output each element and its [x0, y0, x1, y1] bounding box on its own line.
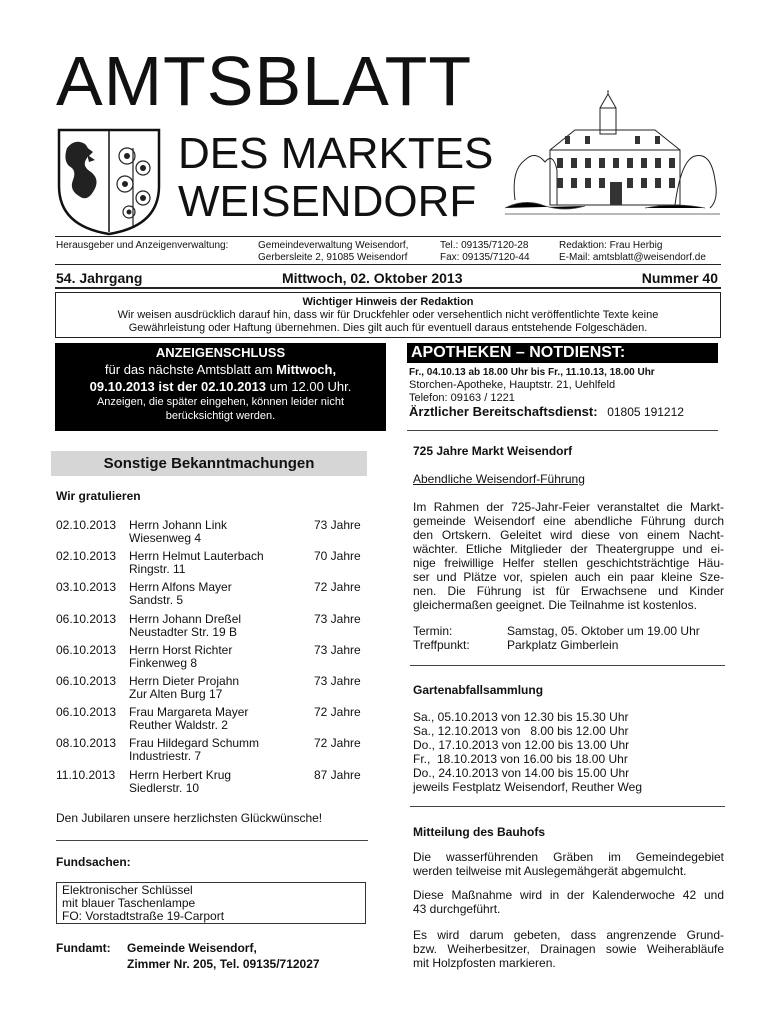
text-line: bzw. Weiherbesitzer, Drainagen sowie Weiherabläufe [413, 942, 724, 956]
birthday-name: Herrn Johann Link [129, 518, 228, 532]
divider [410, 665, 725, 666]
text-line: jeweils Festplatz Weisendorf, Reuther Weg [413, 780, 642, 794]
garden-schedule [413, 710, 642, 794]
birthday-date: 06.10.2013 [56, 642, 117, 657]
coat-of-arms-icon [55, 128, 163, 236]
bauhof-paragraph [413, 888, 724, 916]
issue-volume: 54. Jahrgang [56, 270, 143, 286]
birthday-row [56, 769, 366, 797]
text-line: Diese Maßnahme wird in der Kalenderwoche 42 und [413, 888, 724, 902]
text-line: Im Rahmen der 725-Jahr-Feier veranstaltet die Markt- [413, 500, 724, 514]
bauhof-paragraph [413, 928, 724, 970]
masthead-line2: DES MARKTES [178, 129, 494, 178]
anniversary-text [413, 500, 724, 612]
birthday-street: Neustadter Str. 19 B [129, 624, 238, 639]
birthday-name: Herrn Johann Dreßel [129, 611, 242, 626]
birthday-name: Herrn Helmut Lauterbach [129, 549, 264, 564]
meeting-point-label: Treffpunkt: [413, 638, 470, 652]
text-line: mit Holzpfosten markieren. [413, 956, 556, 970]
deadline-dates: 09.10.2013 ist der 02.10.2013 [89, 379, 267, 394]
birthday-age: 73 Jahre [314, 518, 361, 532]
divider [56, 840, 368, 841]
doctor-number: 01805 191212 [607, 405, 684, 419]
birthday-age: 73 Jahre [314, 611, 361, 626]
deadline-day: Mittwoch, [276, 362, 337, 377]
deadline-title: ANZEIGENSCHLUSS [155, 345, 286, 360]
text-line: Es wird darum gebeten, dass angrenzende Grund- [413, 928, 724, 942]
birthday-name: Herrn Alfons Mayer [129, 580, 232, 595]
lost-office-label: Fundamt: [56, 941, 111, 955]
birthday-street: Sandstr. 5 [129, 593, 184, 608]
lost-office-line: Gemeinde Weisendorf, [127, 941, 257, 955]
birthday-date: 03.10.2013 [56, 580, 117, 595]
birthday-street: Reuther Waldstr. 2 [129, 718, 228, 733]
deadline-text: für das nächste Amtsblatt am [104, 362, 277, 377]
pharmacy-name: Storchen-Apotheke, Hauptstr. 21, Uehlfeld [409, 379, 616, 391]
birthday-name: Herrn Horst Richter [129, 642, 233, 657]
bauhof-paragraph [413, 850, 724, 878]
castle-illustration-icon [505, 90, 720, 220]
header-rule-3 [55, 287, 721, 289]
birthday-age: 87 Jahre [314, 767, 361, 782]
found-title: Fundsachen: [56, 855, 131, 869]
text-line: 43 durchgeführt. [413, 902, 501, 916]
deadline-note: berücksichtigt werden. [165, 410, 276, 422]
birthday-date: 11.10.2013 [56, 767, 116, 782]
text-line: gemeinde Weisendorf eine abendliche Führung durch [413, 514, 724, 528]
text-line: Fr., 18.10.2013 von 16.00 bis 18.00 Uhr [413, 752, 628, 766]
pharmacy-phone: Telefon: 09163 / 1221 [409, 392, 515, 404]
birthday-age: 72 Jahre [314, 580, 361, 595]
publisher-address: Gerbersleite 2, 91085 Weisendorf [258, 252, 408, 263]
birthday-row [56, 737, 366, 765]
publisher-label: Herausgeber und Anzeigenverwaltung: [56, 240, 229, 251]
congrats-closing: Den Jubilaren unsere herzlichsten Glückwünsche! [56, 811, 323, 825]
found-line: FO: Vorstadtstraße 19-Carport [62, 909, 225, 923]
birthday-date: 02.10.2013 [56, 518, 117, 532]
birthday-age: 72 Jahre [314, 705, 361, 720]
divider [410, 806, 725, 807]
birthday-name: Frau Hildegard Schumm [129, 736, 260, 751]
birthday-row [56, 644, 366, 672]
ad-deadline-box [55, 343, 386, 431]
birthday-date: 06.10.2013 [56, 674, 117, 688]
termin-value: Samstag, 05. Oktober um 19.00 Uhr [507, 624, 700, 638]
birthday-name: Herrn Dieter Projahn [129, 674, 240, 688]
birthday-name: Herrn Herbert Krug [129, 767, 232, 782]
birthday-street: Ringstr. 11 [129, 562, 186, 577]
doctor-service [409, 404, 684, 419]
birthday-row [56, 519, 366, 547]
birthday-age: 72 Jahre [314, 736, 361, 751]
text-line: Sa., 05.10.2013 von 12.30 bis 15.30 Uhr [413, 710, 629, 724]
birthday-age: 73 Jahre [314, 674, 361, 688]
divider [407, 430, 718, 431]
text-line: Do., 17.10.2013 von 12.00 bis 13.00 Uhr [413, 738, 630, 752]
found-line: mit blauer Taschenlampe [62, 896, 196, 910]
phone: Tel.: 09135/7120-28 [440, 240, 529, 251]
birthday-street: Industriestr. 7 [129, 749, 202, 764]
lost-office-line: Zimmer Nr. 205, Tel. 09135/712027 [127, 957, 320, 971]
meeting-point-value: Parkplatz Gimberlein [507, 638, 619, 652]
text-line: gleichermaßen geeignet. Die Teilnahme ist kostenlos. [413, 598, 697, 612]
text-line: Die wasserführenden Gräben im Gemeindegebiet [413, 850, 724, 864]
birthday-name: Frau Margareta Mayer [129, 705, 249, 720]
publisher-name: Gemeindeverwaltung Weisendorf, [258, 240, 409, 251]
congrats-title: Wir gratulieren [56, 489, 141, 503]
header-rule [55, 236, 721, 237]
birthday-date: 06.10.2013 [56, 611, 117, 626]
section-title: Sonstige Bekanntmachungen [51, 451, 367, 476]
deadline-note: Anzeigen, die später eingehen, können leider nicht [96, 396, 345, 408]
birthday-age: 70 Jahre [314, 549, 361, 564]
text-line: Sa., 12.10.2013 von 8.00 bis 12.00 Uhr [413, 724, 629, 738]
editorial-notice [55, 292, 721, 338]
birthday-date: 06.10.2013 [56, 705, 117, 720]
birthday-row [56, 613, 366, 641]
fax: Fax: 09135/7120-44 [440, 252, 530, 263]
birthday-row [56, 581, 366, 609]
found-line: Elektronischer Schlüssel [62, 883, 193, 897]
text-line: werden teilweise mit Auslegemähgerät abgemulcht. [413, 864, 687, 878]
birthday-date: 02.10.2013 [56, 549, 117, 564]
bauhof-title: Mitteilung des Bauhofs [413, 825, 545, 839]
birthday-row [56, 550, 366, 578]
issue-number: Nummer 40 [641, 270, 718, 286]
birthday-row [56, 706, 366, 734]
text-line: den Ortskern. Geleitet wird diese von einem Nacht- [413, 528, 724, 542]
notice-line: Gewährleistung oder Haftung übernehmen. Dies gilt auch für eventuell daraus entstehende Folgeschäden. [128, 322, 648, 334]
pharmacy-period: Fr., 04.10.13 ab 18.00 Uhr bis Fr., 11.10.13, 18.00 Uhr [409, 367, 655, 378]
masthead-title: AMTSBLATT [56, 42, 473, 120]
garden-title: Gartenabfallsammlung [413, 683, 544, 697]
anniversary-subtitle: Abendliche Weisendorf-Führung [413, 472, 585, 486]
masthead-line3: WEISENDORF [178, 177, 477, 226]
birthday-street: Zur Alten Burg 17 [129, 687, 223, 701]
notice-line: Wir weisen ausdrücklich darauf hin, dass wir für Druckfehler oder versehentlich nicht veröffentlichte Texte keine [117, 309, 659, 321]
header-rule-2 [55, 264, 721, 265]
text-line: nen. Die Führung ist für Erwachsene und Kinder [413, 584, 724, 598]
notice-title: Wichtiger Hinweis der Redaktion [302, 296, 474, 308]
pharmacy-title: APOTHEKEN – NOTDIENST: [407, 343, 718, 363]
birthday-age: 73 Jahre [314, 642, 361, 657]
text-line: nige freiwillige Helfer stellen geschichtsträchtige Häu- [413, 556, 724, 570]
text-line: Do., 24.10.2013 von 14.00 bis 15.00 Uhr [413, 766, 630, 780]
deadline-time: um 12.00 Uhr. [266, 379, 352, 394]
birthday-date: 08.10.2013 [56, 736, 117, 751]
found-item-box [56, 882, 366, 924]
anniversary-title: 725 Jahre Markt Weisendorf [413, 444, 573, 458]
birthday-street: Wiesenweg 4 [129, 531, 202, 545]
termin-label: Termin: [413, 624, 453, 638]
birthday-row [56, 675, 366, 703]
text-line: ser und Plätze vor, spielen auch ein paar kleine Sze- [413, 570, 724, 584]
doctor-label: Ärztlicher Bereitschaftsdienst: [409, 404, 598, 419]
birthday-street: Finkenweg 8 [129, 655, 198, 670]
issue-date: Mittwoch, 02. Oktober 2013 [282, 270, 463, 286]
email: E-Mail: amtsblatt@weisendorf.de [559, 252, 706, 263]
text-line: wächter. Etliche Mitglieder der Theatergruppe und ei- [413, 542, 724, 556]
editor: Redaktion: Frau Herbig [559, 240, 663, 251]
birthday-street: Siedlerstr. 10 [129, 780, 200, 795]
